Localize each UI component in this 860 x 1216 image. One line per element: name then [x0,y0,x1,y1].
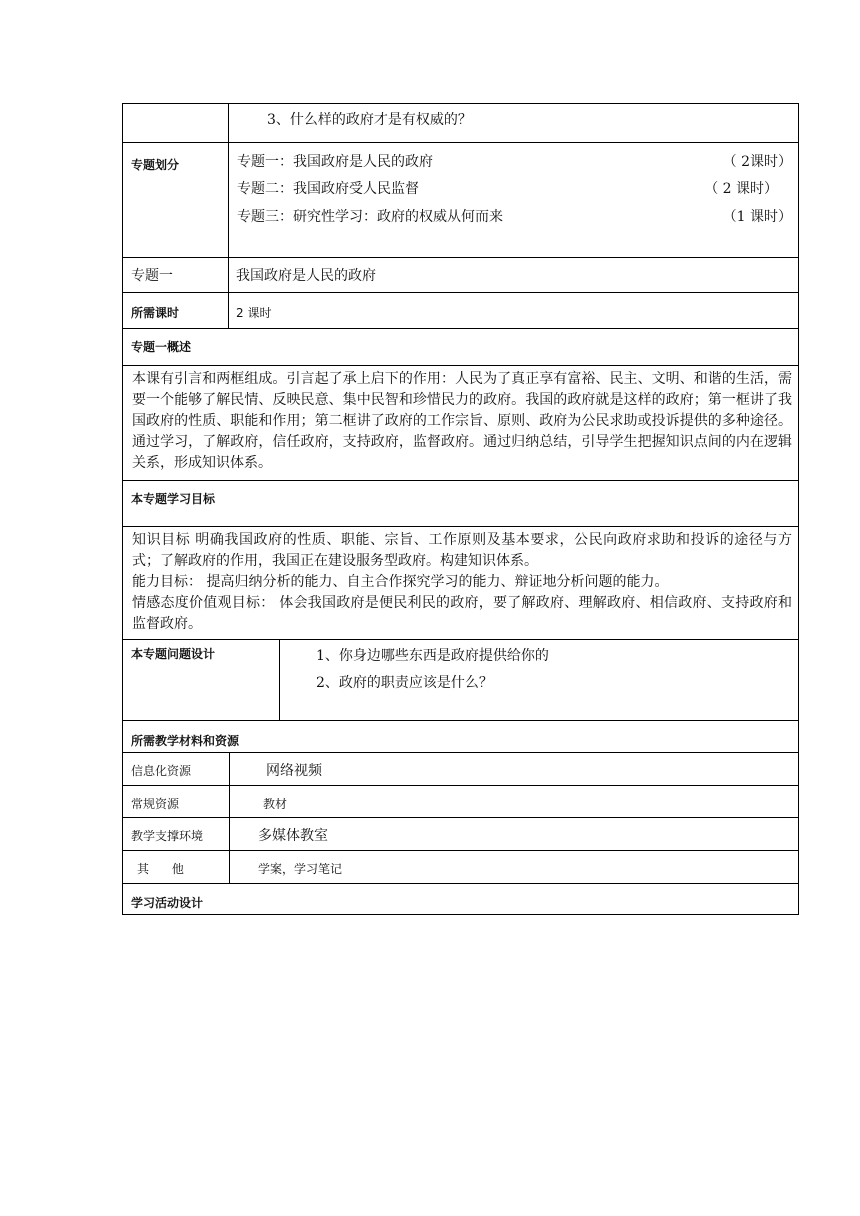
overview-label: 专题一概述 [131,340,192,354]
goals-text-row [122,526,799,639]
topic1-row [122,257,799,292]
hours-row [122,292,799,328]
topics-list [228,143,798,257]
resources-label: 所需教学材料和资源 [131,734,240,748]
overview-text-row [122,365,799,480]
resource-value: 教材 [263,797,288,811]
resources-label-row [122,720,799,752]
activity-label: 学习活动设计 [131,896,204,910]
lesson-plan-table [122,103,799,915]
questions-label: 本专题问题设计 [131,647,216,661]
topic1-label: 专题一 [131,268,173,284]
resource-row [122,785,799,817]
questions-list [279,640,798,720]
resource-value-cell [229,818,798,850]
topic-item-hours: （ 2 课时） [704,181,778,197]
hours-label: 所需课时 [131,306,180,320]
resource-label: 常规资源 [131,797,180,811]
resource-value: 学案，学习笔记 [258,862,343,876]
intro-row [122,103,799,142]
topic-item-title: 专题三：研究性学习：政府的权威从何而来 [237,209,503,225]
topic-item-hours: （1 课时） [722,209,792,225]
resource-label: 其 他 [137,862,184,876]
resource-value-cell [229,851,798,883]
overview-text: 本课有引言和两框组成。引言起了承上启下的作用：人民为了真正享有富裕、民主、文明、和谐的生活，需要一个能够了解民情、反映民意、集中民智和珍惜民力的政府。我国的政府就是这样的政府；第一框讲了我国政府的性质、职能和作用；第二框讲了政府的工作宗旨、原则、政府为公民求助或投诉提供的多种途径。通过学习，了解政府，信任政府，支持政府，监督政府。通过归纳总结，引导学生把握知识点间的内在逻辑关系，形成知识体系。 [132,371,792,471]
questions-row [122,639,799,720]
topic-item [237,206,792,226]
knowledge-goal: 知识目标 明确我国政府的性质、职能、宗旨、工作原则及基本要求，公民向政府求助和投诉的途径与方式；了解政府的作用，我国正在建设服务型政府。构建知识体系。 [132,532,792,569]
topic-item-hours: （ 2课时） [722,154,792,170]
resource-value-cell [229,786,798,817]
question-item: 1、你身边哪些东西是政府提供给你的 [316,648,549,664]
resource-value: 多媒体教室 [258,828,328,844]
activity-row [122,883,799,915]
question-3: 3、什么样的政府才是有权威的？ [267,112,472,128]
topic-item-title: 专题一：我国政府是人民的政府 [237,154,433,170]
goals-label-row [122,480,799,526]
resource-value-cell [229,753,798,785]
overview-label-row [122,328,799,365]
ability-goal: 能力目标： 提高归纳分析的能力、自主合作探究学习的能力、辩证地分析问题的能力。 [132,574,669,590]
topic1-value: 我国政府是人民的政府 [236,268,376,284]
resource-row [122,850,799,883]
topic1-value-cell [228,258,798,292]
resource-row [122,817,799,850]
resource-label: 教学支撑环境 [131,829,204,843]
topic-item [237,178,792,198]
resource-value: 网络视频 [266,763,322,779]
hours-value: 2 课时 [236,306,272,320]
hours-value-cell [228,293,798,328]
topic-item-title: 专题二：我国政府受人民监督 [237,181,419,197]
resource-row [122,752,799,785]
resource-label: 信息化资源 [131,764,192,778]
topic-item [237,151,792,171]
goals-text [132,530,792,635]
question-item: 2、政府的职责应该是什么？ [316,675,493,691]
intro-question-cell [228,104,798,142]
topics-row [122,142,799,257]
topics-label: 专题划分 [131,158,180,172]
goals-label: 本专题学习目标 [131,492,216,506]
emotion-goal: 情感态度价值观目标： 体会我国政府是便民利民的政府，要了解政府、理解政府、相信政府、支持政府和监督政府。 [132,595,792,632]
